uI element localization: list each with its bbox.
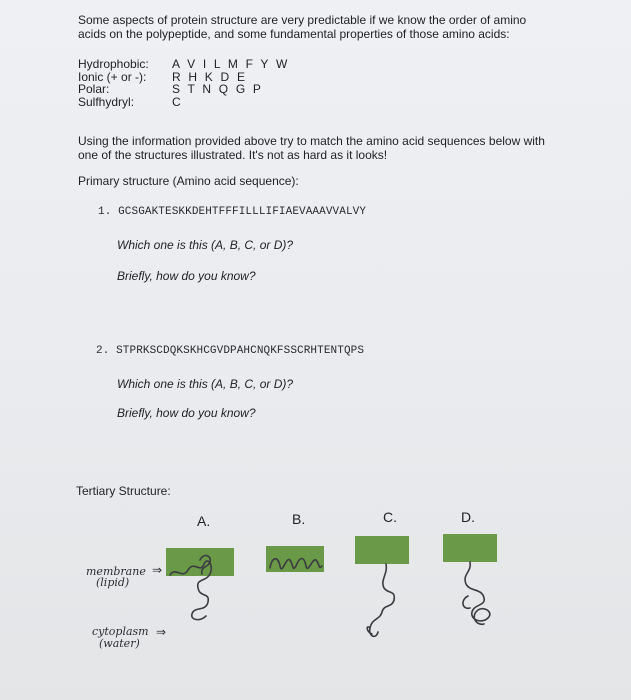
- structure-b: [266, 546, 324, 572]
- arrow-icon: ⇒: [156, 625, 167, 639]
- sequence-1: 1. GCSGAKTESKKDEHTFFFILLLIFIAEVAAAVVALVY: [98, 206, 367, 218]
- instructions-line-1: Using the information provided above try to match the amino acid sequences below with: [78, 134, 545, 148]
- protein-chain-c: [370, 564, 395, 636]
- handwritten-cytoplasm: cytoplasm: [92, 625, 149, 638]
- aa-label: Sulfhydryl:: [78, 94, 135, 109]
- structure-a: [166, 548, 234, 620]
- option-label-d: D.: [461, 509, 475, 525]
- handwritten-membrane: membrane: [86, 565, 146, 578]
- question-2-how: Briefly, how do you know?: [117, 406, 256, 420]
- structure-c: [355, 536, 409, 636]
- handwritten-water: (water): [99, 637, 140, 650]
- aa-label: Polar:: [78, 82, 110, 96]
- intro-line-2: acids on the polypeptide, and some fundamental properties of those amino acids:: [78, 27, 510, 41]
- membrane-band-c: [355, 536, 409, 564]
- question-1-which: Which one is this (A, B, C, or D)?: [117, 238, 294, 252]
- protein-chain-d-loop: [463, 596, 470, 608]
- primary-structure-heading: Primary structure (Amino acid sequence):: [78, 174, 299, 188]
- intro-line-1: Some aspects of protein structure are very predictable if we know the order of amino: [78, 13, 527, 27]
- aa-label: Hydrophobic:: [78, 57, 149, 71]
- membrane-band-d: [443, 534, 497, 562]
- option-label-b: B.: [292, 511, 306, 527]
- aa-label: Ionic (+ or -):: [78, 69, 147, 84]
- protein-chain-d: [465, 562, 490, 624]
- instructions-line-2: one of the structures illustrated. It's not as hard as it looks!: [78, 148, 388, 162]
- structure-d: [443, 534, 497, 624]
- aa-letters: S T N Q G P: [172, 82, 264, 96]
- aa-letters: R H K D E: [172, 69, 248, 84]
- question-1-how: Briefly, how do you know?: [117, 269, 256, 283]
- sequence-2: 2. STPRKSCDQKSKHCGVDPAHCNQKFSSCRHTENTQPS: [96, 345, 365, 357]
- handwritten-lipid: (lipid): [96, 576, 130, 589]
- tertiary-structure-heading: Tertiary Structure:: [76, 484, 171, 498]
- arrow-icon: ⇒: [152, 563, 163, 577]
- aa-letters: C: [172, 94, 183, 109]
- option-label-a: A.: [197, 513, 211, 529]
- aa-letters: A V I L M F Y W: [172, 57, 290, 71]
- question-2-which: Which one is this (A, B, C, or D)?: [117, 377, 294, 391]
- option-label-c: C.: [383, 509, 397, 525]
